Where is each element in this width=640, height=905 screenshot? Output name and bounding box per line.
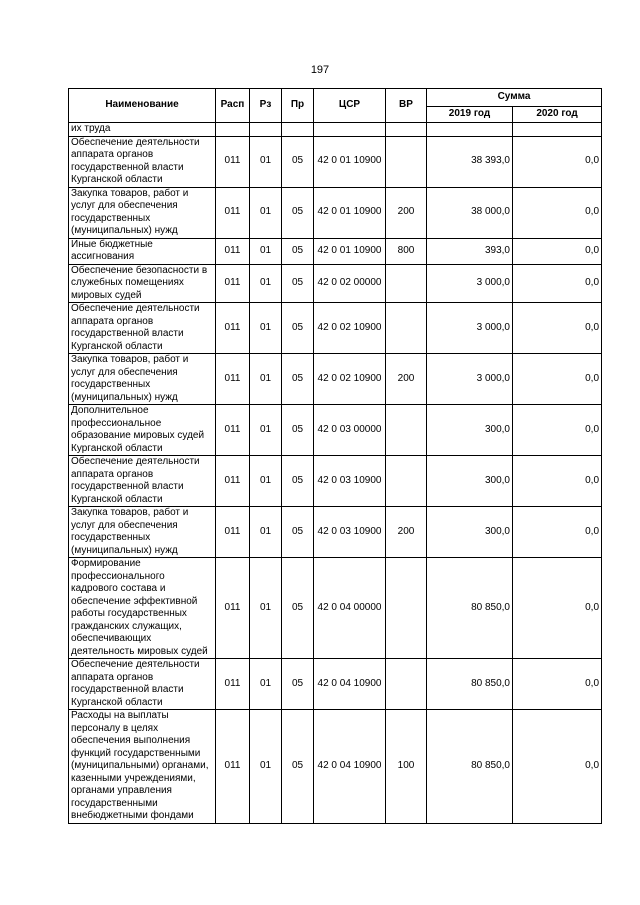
row-sum-2019: 80 850,0 <box>427 710 513 824</box>
row-pr: 05 <box>282 238 314 264</box>
row-pr: 05 <box>282 264 314 303</box>
row-sum-2020 <box>513 123 602 137</box>
row-name: Закупка товаров, работ и услуг для обеспечения государственных (муниципальных) нужд <box>69 354 216 405</box>
row-vr: 100 <box>386 710 427 824</box>
row-rz: 01 <box>250 238 282 264</box>
table-row <box>69 405 602 456</box>
row-csr: 42 0 03 00000 <box>314 405 386 456</box>
row-pr: 05 <box>282 405 314 456</box>
row-sum-2019: 80 850,0 <box>427 558 513 659</box>
row-name: Обеспечение деятельности аппарата органов государственной власти Курганской области <box>69 659 216 710</box>
row-sum-2019: 3 000,0 <box>427 303 513 354</box>
row-sum-2020: 0,0 <box>513 136 602 187</box>
row-sum-2020: 0,0 <box>513 264 602 303</box>
table-row <box>69 123 602 137</box>
row-rasp: 011 <box>216 405 250 456</box>
row-vr <box>386 136 427 187</box>
table-header <box>69 89 602 123</box>
row-sum-2019: 3 000,0 <box>427 264 513 303</box>
row-rasp: 011 <box>216 558 250 659</box>
row-rz: 01 <box>250 303 282 354</box>
row-rasp: 011 <box>216 303 250 354</box>
row-sum-2019: 80 850,0 <box>427 659 513 710</box>
row-sum-2019: 300,0 <box>427 405 513 456</box>
table-row <box>69 710 602 824</box>
row-rz: 01 <box>250 405 282 456</box>
row-vr: 200 <box>386 507 427 558</box>
row-rasp: 011 <box>216 187 250 238</box>
row-pr: 05 <box>282 456 314 507</box>
row-vr: 800 <box>386 238 427 264</box>
row-csr: 42 0 04 10900 <box>314 659 386 710</box>
row-rz: 01 <box>250 187 282 238</box>
row-name: Обеспечение безопасности в служебных помещениях мировых судей <box>69 264 216 303</box>
row-pr: 05 <box>282 659 314 710</box>
header-csr: ЦСР <box>314 89 386 123</box>
row-rasp: 011 <box>216 136 250 187</box>
row-sum-2019: 393,0 <box>427 238 513 264</box>
table-row <box>69 303 602 354</box>
row-csr: 42 0 01 10900 <box>314 187 386 238</box>
row-vr <box>386 405 427 456</box>
row-vr <box>386 123 427 137</box>
row-csr: 42 0 01 10900 <box>314 136 386 187</box>
row-name: Обеспечение деятельности аппарата органов государственной власти Курганской области <box>69 136 216 187</box>
row-sum-2019: 300,0 <box>427 507 513 558</box>
row-rasp: 011 <box>216 264 250 303</box>
row-csr: 42 0 02 10900 <box>314 303 386 354</box>
row-rz: 01 <box>250 354 282 405</box>
header-sum: Сумма <box>427 89 602 107</box>
row-pr: 05 <box>282 187 314 238</box>
row-rz: 01 <box>250 456 282 507</box>
row-csr: 42 0 02 00000 <box>314 264 386 303</box>
row-sum-2019: 300,0 <box>427 456 513 507</box>
row-sum-2020: 0,0 <box>513 303 602 354</box>
table-row <box>69 136 602 187</box>
row-rasp: 011 <box>216 507 250 558</box>
table-row <box>69 264 602 303</box>
row-sum-2020: 0,0 <box>513 238 602 264</box>
row-csr: 42 0 01 10900 <box>314 238 386 264</box>
table-row <box>69 456 602 507</box>
table-row <box>69 507 602 558</box>
header-pr: Пр <box>282 89 314 123</box>
header-vr: ВР <box>386 89 427 123</box>
row-rz: 01 <box>250 264 282 303</box>
row-csr: 42 0 03 10900 <box>314 456 386 507</box>
row-pr: 05 <box>282 136 314 187</box>
row-vr: 200 <box>386 187 427 238</box>
header-year-2019: 2019 год <box>427 107 513 123</box>
row-vr <box>386 659 427 710</box>
row-name: Иные бюджетные ассигнования <box>69 238 216 264</box>
row-vr <box>386 303 427 354</box>
header-rz: Рз <box>250 89 282 123</box>
row-name: Закупка товаров, работ и услуг для обеспечения государственных (муниципальных) нужд <box>69 187 216 238</box>
row-pr: 05 <box>282 507 314 558</box>
row-sum-2019: 3 000,0 <box>427 354 513 405</box>
row-csr <box>314 123 386 137</box>
table-row <box>69 354 602 405</box>
row-name: Формирование профессионального кадрового состава и обеспечение эффективной работы государственных гражданских служащих, обеспечивающих деятельность мировых судей <box>69 558 216 659</box>
row-rasp: 011 <box>216 354 250 405</box>
table-row <box>69 558 602 659</box>
header-rasp: Расп <box>216 89 250 123</box>
row-vr <box>386 456 427 507</box>
row-pr: 05 <box>282 303 314 354</box>
row-sum-2020: 0,0 <box>513 405 602 456</box>
row-pr: 05 <box>282 354 314 405</box>
row-rasp <box>216 123 250 137</box>
page-number: 197 <box>310 64 330 76</box>
row-pr: 05 <box>282 558 314 659</box>
row-name: их труда <box>69 123 216 137</box>
row-sum-2020: 0,0 <box>513 187 602 238</box>
row-sum-2020: 0,0 <box>513 558 602 659</box>
row-rasp: 011 <box>216 238 250 264</box>
row-name: Закупка товаров, работ и услуг для обеспечения государственных (муниципальных) нужд <box>69 507 216 558</box>
row-rasp: 011 <box>216 659 250 710</box>
row-vr <box>386 264 427 303</box>
header-year-2020: 2020 год <box>513 107 602 123</box>
row-rz: 01 <box>250 507 282 558</box>
row-rz: 01 <box>250 558 282 659</box>
row-csr: 42 0 04 00000 <box>314 558 386 659</box>
row-sum-2019: 38 000,0 <box>427 187 513 238</box>
row-sum-2019 <box>427 123 513 137</box>
row-rz: 01 <box>250 659 282 710</box>
row-rz: 01 <box>250 136 282 187</box>
row-name: Обеспечение деятельности аппарата органов государственной власти Курганской области <box>69 456 216 507</box>
row-csr: 42 0 02 10900 <box>314 354 386 405</box>
row-vr <box>386 558 427 659</box>
row-sum-2020: 0,0 <box>513 507 602 558</box>
row-sum-2020: 0,0 <box>513 659 602 710</box>
row-rz: 01 <box>250 710 282 824</box>
row-sum-2020: 0,0 <box>513 710 602 824</box>
table-body <box>69 123 602 824</box>
row-sum-2020: 0,0 <box>513 354 602 405</box>
row-sum-2020: 0,0 <box>513 456 602 507</box>
table-row <box>69 187 602 238</box>
row-rz <box>250 123 282 137</box>
row-csr: 42 0 04 10900 <box>314 710 386 824</box>
row-rasp: 011 <box>216 456 250 507</box>
row-name: Дополнительное профессиональное образование мировых судей Курганской области <box>69 405 216 456</box>
row-vr: 200 <box>386 354 427 405</box>
header-name: Наименование <box>69 89 216 123</box>
row-rasp: 011 <box>216 710 250 824</box>
row-sum-2019: 38 393,0 <box>427 136 513 187</box>
table-row <box>69 659 602 710</box>
row-pr <box>282 123 314 137</box>
budget-table <box>68 88 602 824</box>
table-row <box>69 238 602 264</box>
row-name: Обеспечение деятельности аппарата органов государственной власти Курганской области <box>69 303 216 354</box>
row-csr: 42 0 03 10900 <box>314 507 386 558</box>
row-pr: 05 <box>282 710 314 824</box>
row-name: Расходы на выплаты персоналу в целях обеспечения выполнения функций государственными (муниципальными) органами, казенными учреждениями, органами управления государственными внебюджетными фондами <box>69 710 216 824</box>
